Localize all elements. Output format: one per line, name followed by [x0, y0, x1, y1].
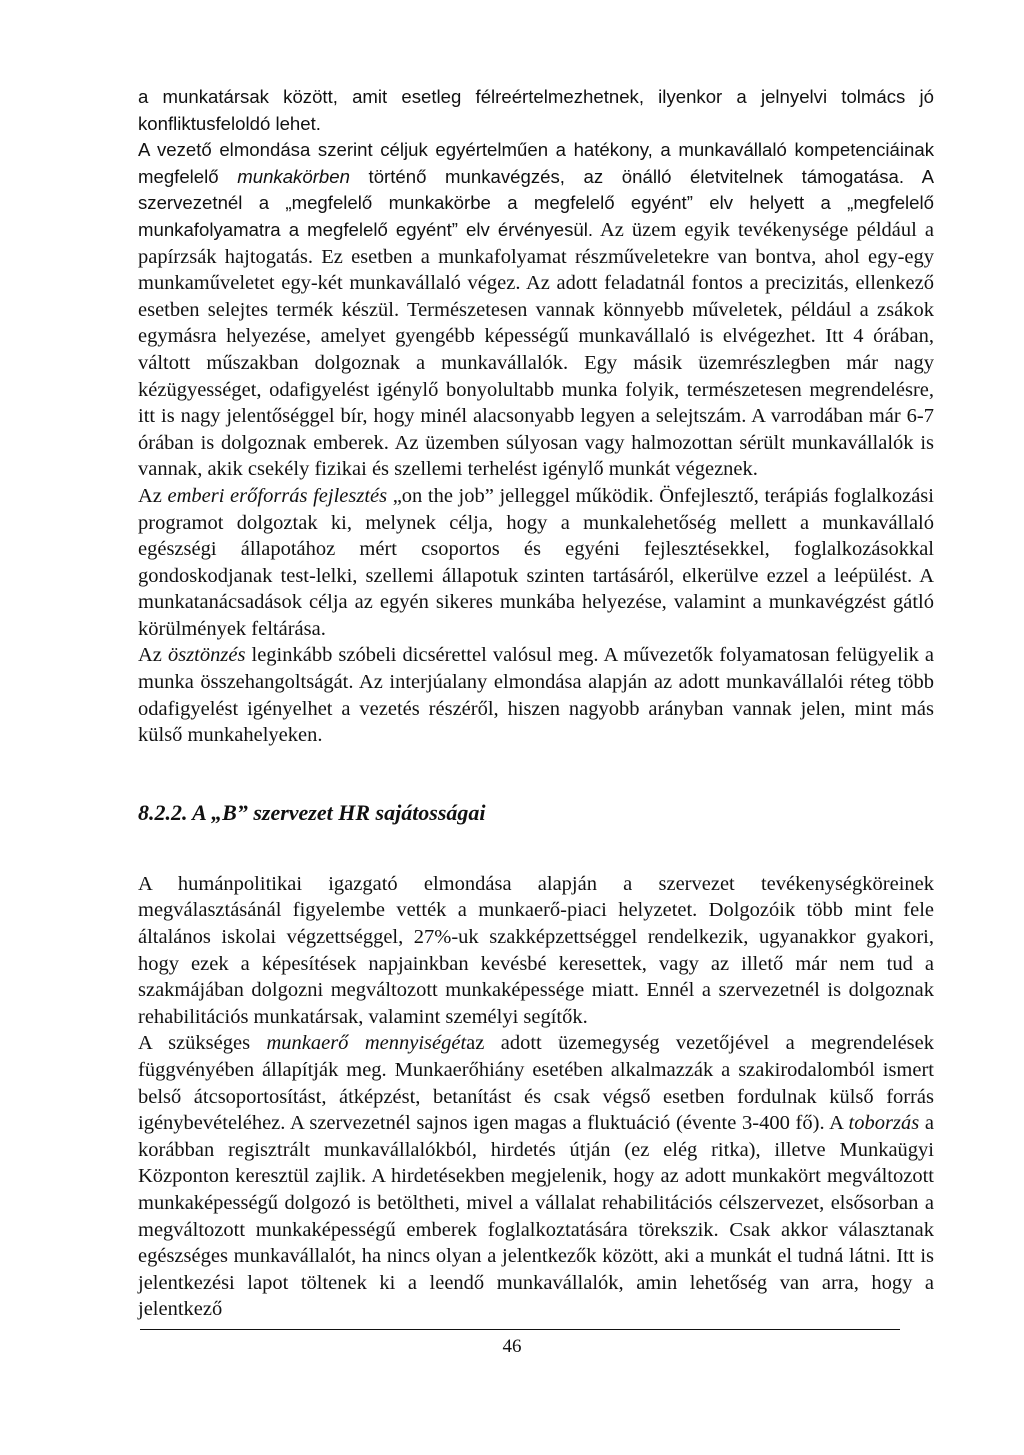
italic-term: munkakörben: [237, 165, 350, 187]
text-run: a munkatársak között, amit esetleg félreértelmezhetnek, ilyenkor a jelnyelvi tolmács jó konfliktusfeloldó lehet.: [138, 86, 934, 134]
text-run: Az: [138, 644, 168, 667]
top-paragraphs: [138, 84, 934, 749]
text-run: történő munkavégzés, az önálló életvitelnek támogatása. A szervezetnél a „megfelelő munkakörbe a megfelelő egyént” elv helyett a „megfelelő munkafolyamatra a megfelelő egyént” elv érvényesül.: [138, 165, 934, 240]
text-run: a korábban regisztrált munkavállalókból, hirdetés útján (ez elég ritka), illetve Munkaügyi Központon keresztül zajlik. A hirdetésekben megjelenik, hogy az adott munkakört megváltozott munkaképességű dolgozó is betöltheti, mivel a vállalat rehabilitációs célszervezet, elsősorban a megváltozott munkaképességű emberek foglalkoztatására törekszik. Csak akkor választanak egészséges munkavállalót, ha nincs olyan a jelentkezők között, aki a munkát el tudná látni. Itt is jelentkezési lapot töltenek ki a leendő munkavállalók, amin lehetőség van arra, hogy a jelentkező: [138, 1112, 934, 1321]
italic-term: munkaerő mennyiségét: [266, 1032, 467, 1055]
text-run: A humánpolitikai igazgató elmondása alapján a szervezet tevékenységköreinek megválasztásánál figyelembe vették a munkaerő-piaci helyzetet. Dolgozóik több mint fele általános iskolai végzettséggel, 27%-uk szakképzettséggel rendelkezik, ugyanakkor gyakori, hogy ezek a képesítések napjainkban kevésbé keresettek, vagy az illető már nem tud a szakmájában dolgozni megváltozott munkaképessége miatt. Ennél a szervezetnél is dolgoznak rehabilitációs munkatársak, valamint személyi segítők.: [138, 872, 934, 1028]
bottom-paragraphs: [138, 871, 934, 1323]
text-run: „on the job” jelleggel működik. Önfejlesztő, terápiás foglalkozási programot dolgoztak ki, melynek célja, hogy a munkalehetőség mellett a munkavállaló egészségi állapotához mért csoportos és egyéni fejlesztésekkel, foglalkozásokkal gondoskodjanak test-lelki, szellemi állapotuk szinten tartásáról, elkerülve ezzel a leépülést. A munkatanácsadások célja az egyén sikeres munkába helyezése, valamint a munkavégzést gátló körülmények feltárása.: [138, 484, 934, 640]
paragraph: [138, 1030, 934, 1323]
paragraph: [138, 871, 934, 1031]
paragraph: [138, 137, 934, 483]
text-run: Az: [138, 484, 168, 507]
italic-term: emberi erőforrás fejlesztés: [167, 484, 388, 507]
text-run: Az üzem egyik tevékenysége például a papírzsák hajtogatás. Ez esetben a munkafolyamat részműveletekre van bontva, ahol egy-egy munkaműveletet egy-két munkavállaló végez. Az adott feladatnál fontos a precizitás, ellenkező esetben selejtes termék készül. Természetesen vannak könnyebb műveletek, például a zsákok egymásra helyezése, amelyet gyengébb képességű munkavállaló is elvégezhet. Itt 4 órában, váltott műszakban dolgoznak a munkavállalók. Egy másik üzemrészlegben már nagy kézügyességet, odafigyelést igénylő bonyolultabb munka folyik, természetesen megrendelésre, itt is nagy jelentőséggel bír, hogy minél alacsonyabb legyen a selejtszám. A varrodában már 6-7 órában is dolgoznak emberek. Az üzemben súlyosan vagy halmozottan sérült munkavállalók is vannak, akik csekély fizikai és szellemi terhelést igénylő munkát végeznek.: [138, 218, 934, 481]
paragraph: [138, 84, 934, 137]
italic-term: ösztönzés: [167, 644, 246, 667]
footnote-separator-line: [140, 1329, 900, 1330]
italic-term: toborzás: [848, 1112, 920, 1135]
text-run: az adott üzemegység vezetőjével a megrendelések függvényében állapítják meg. Munkaerőhiány esetében alkalmazzák a szakirodalomból ismert belső átcsoportosítást, átképzést, betanítást és csak végső esetben fordulnak külső forrás igénybevételéhez. A szervezetnél sajnos igen magas a fluktuáció (évente 3-400 fő). A: [138, 1032, 934, 1135]
text-run: A szükséges: [138, 1032, 267, 1055]
page-body: [138, 84, 934, 1323]
paragraph: [138, 483, 934, 643]
section-heading: 8.2.2. A „B” szervezet HR sajátosságai: [138, 799, 486, 825]
page-number: 46: [502, 1336, 522, 1357]
paragraph: [138, 642, 934, 748]
text-run: A vezető elmondása szerint céljuk egyértelműen a hatékony, a munkavállaló kompetenciáinak megfelelő: [138, 139, 934, 187]
text-run: leginkább szóbeli dicsérettel valósul meg. A művezetők folyamatosan felügyelik a munka összehangoltságát. Az interjúalany elmondása alapján az adott munkavállalói réteg több odafigyelést igényelhet a vezetés részéről, hiszen nagyobb arányban vannak jelen, mint más külső munkahelyeken.: [138, 644, 934, 747]
